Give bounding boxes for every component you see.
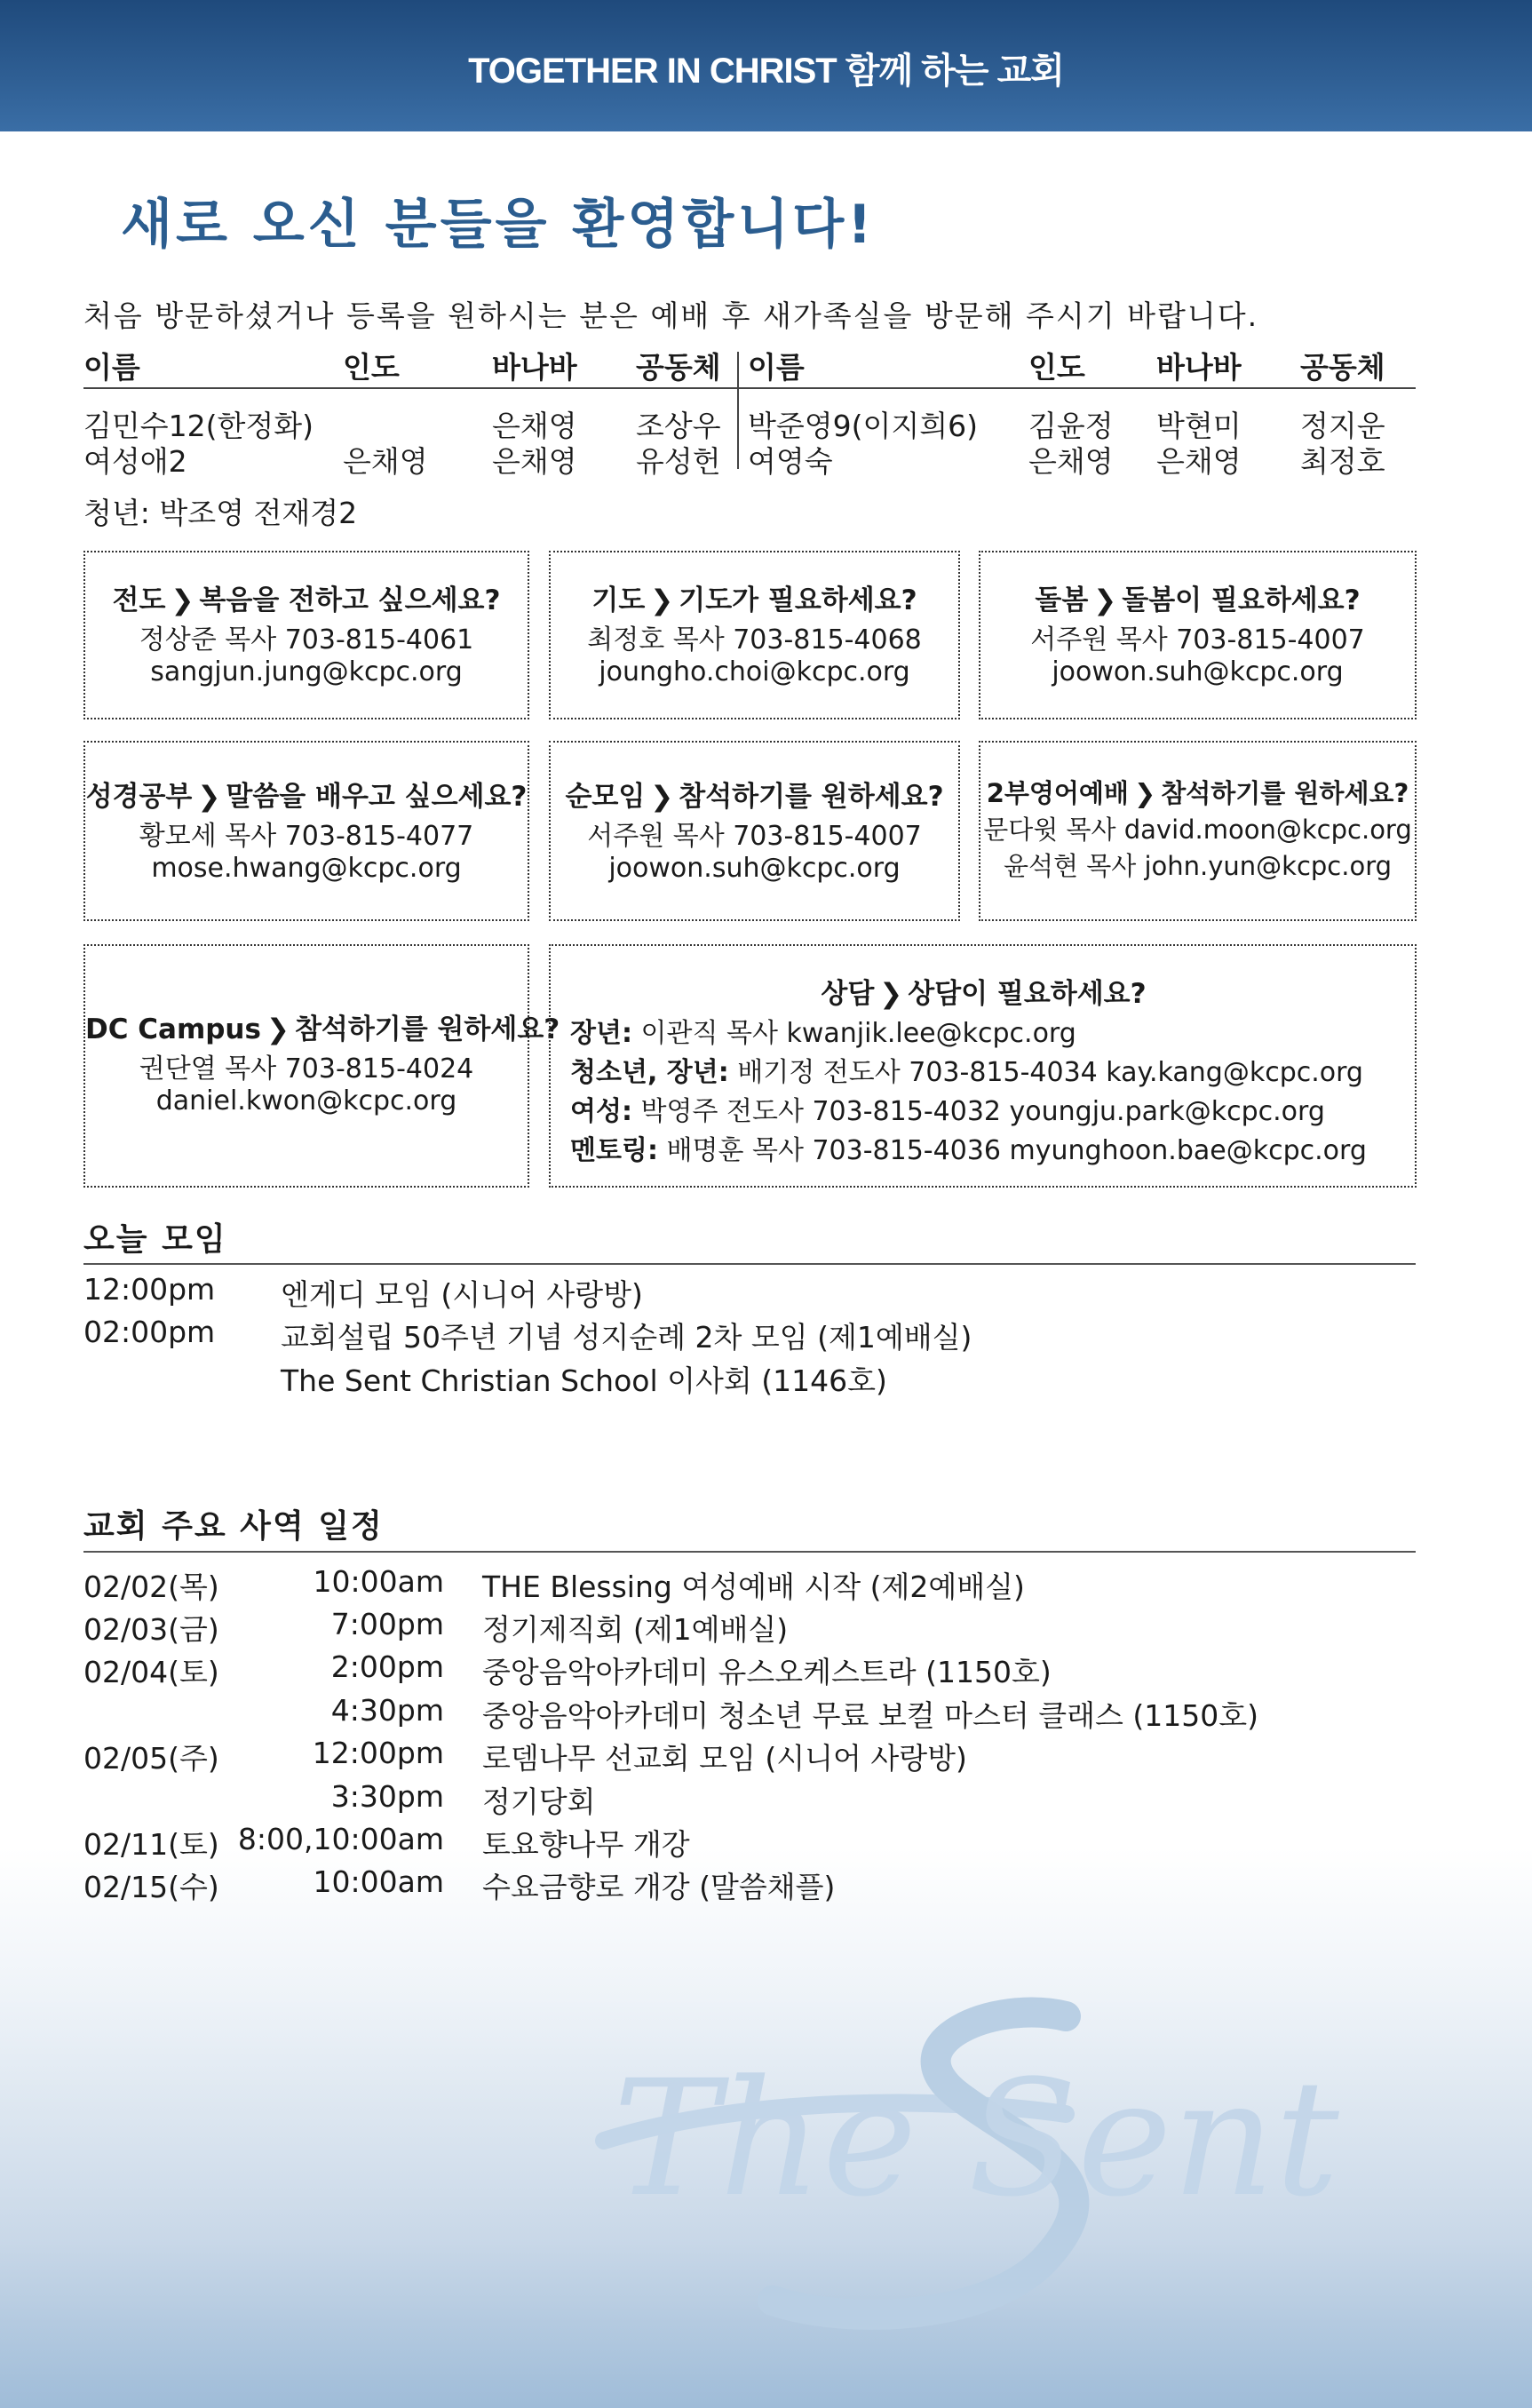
column-divider (737, 352, 739, 469)
newcomer-name: 김민수12(한정화) (83, 409, 314, 443)
box-contact: 최정호 목사 703-815-4068 (587, 624, 922, 656)
box-title: 상담 ❯ 상담이 필요하세요? (821, 978, 1147, 1010)
ministry-box-counseling (549, 944, 1417, 1188)
ministry-box-english-service (979, 741, 1417, 921)
box-title: 돌봄 ❯ 돌봄이 필요하세요? (1035, 584, 1361, 616)
newcomer-name: 여영숙 (748, 444, 833, 479)
meeting-text: 엔게디 모임 (시니어 사랑방) (281, 1277, 643, 1312)
newcomer-barnabas: 은채영 (492, 444, 577, 479)
newcomer-name: 여성애2 (83, 444, 187, 479)
welcome-intro: 처음 방문하셨거나 등록을 원하시는 분은 예배 후 새가족실을 방문해 주시기 바랍니다. (83, 298, 1259, 333)
meeting-text: 교회설립 50주년 기념 성지순례 2차 모임 (제1예배실) (281, 1320, 972, 1355)
ministry-box-prayer (549, 551, 960, 719)
box-email: mose.hwang@kcpc.org (151, 853, 462, 884)
header-barnabas-right: 바나바 (1156, 350, 1242, 385)
schedule-title: 교회 주요 사역 일정 (83, 1508, 384, 1545)
box-contact: 황모세 목사 703-815-4077 (139, 821, 474, 852)
box-email: joowon.suh@kcpc.org (608, 853, 901, 884)
meeting-time: 12:00pm (83, 1272, 216, 1307)
box-email: daniel.kwon@kcpc.org (155, 1085, 457, 1117)
newcomer-community: 정지운 (1300, 409, 1385, 443)
header-name: 이름 (83, 350, 140, 385)
newcomer-guide: 은채영 (1028, 444, 1114, 479)
header-title: TOGETHER IN CHRIST 함께 하는 교회 (468, 52, 1064, 91)
counsel-row: 여성: 박영주 전도사 703-815-4032 youngju.park@kcpc.org (570, 1096, 1325, 1127)
box-title: 기도 ❯ 기도가 필요하세요? (591, 584, 917, 616)
schedule-text: 수요금향로 개강 (말씀채플) (482, 1870, 836, 1904)
schedule-date: 02/02(목) (83, 1570, 219, 1604)
newcomer-community: 조상우 (636, 409, 721, 443)
box-contact: 정상준 목사 703-815-4061 (139, 624, 474, 656)
the-sent-logo (568, 1963, 1528, 2336)
schedule-time: 2:00pm (330, 1649, 444, 1684)
box-email: sangjun.jung@kcpc.org (150, 656, 463, 687)
box-title: 2부영어예배 ❯ 참석하기를 원하세요? (986, 778, 1409, 808)
schedule-date: 02/05(주) (83, 1741, 219, 1776)
schedule-date: 02/15(수) (83, 1870, 219, 1904)
box-contact: 서주원 목사 703-815-4007 (587, 821, 922, 852)
box-email: joowon.suh@kcpc.org (1052, 656, 1344, 687)
schedule-text: 중앙음악아카데미 유스오케스트라 (1150호) (482, 1655, 1052, 1689)
counsel-row: 멘토링: 배명훈 목사 703-815-4036 myunghoon.bae@kcpc.org (570, 1135, 1367, 1166)
header-barnabas: 바나바 (492, 350, 577, 385)
box-contact: 윤석현 목사 john.yun@kcpc.org (1003, 851, 1393, 881)
header-banner (0, 0, 1532, 131)
ministry-box-bible-study (83, 741, 529, 921)
box-title: 순모임 ❯ 참석하기를 원하세요? (565, 781, 944, 813)
schedule-text: 정기당회 (482, 1784, 596, 1819)
header-divider (83, 387, 1416, 389)
box-contact: 서주원 목사 703-815-4007 (1030, 624, 1365, 656)
box-contact: 문다윗 목사 david.moon@kcpc.org (983, 815, 1412, 845)
newcomer-barnabas: 박현미 (1156, 409, 1242, 443)
counsel-row: 청소년, 장년: 배기정 전도사 703-815-4034 kay.kang@kcpc.org (570, 1057, 1363, 1088)
youth-newcomers: 청년: 박조영 전재경2 (83, 496, 358, 530)
box-title: 전도 ❯ 복음을 전하고 싶으세요? (112, 584, 501, 616)
newcomer-name: 박준영9(이지희6) (748, 409, 979, 443)
meeting-time: 02:00pm (83, 1315, 216, 1349)
header-community: 공동체 (636, 350, 721, 385)
newcomers-table (83, 345, 1416, 487)
newcomer-guide: 김윤정 (1028, 409, 1114, 443)
box-contact: 권단열 목사 703-815-4024 (139, 1053, 474, 1085)
today-title: 오늘 모임 (83, 1221, 227, 1258)
schedule-text: 로뎀나무 선교회 모임 (시니어 사랑방) (482, 1741, 967, 1776)
logo-text: The Sent (613, 2046, 1339, 2232)
box-title: DC Campus ❯ 참석하기를 원하세요? (85, 1013, 560, 1045)
schedule-time: 3:30pm (330, 1779, 444, 1814)
schedule-time: 10:00am (313, 1564, 444, 1599)
newcomer-guide: 은채영 (343, 444, 428, 479)
today-divider (83, 1263, 1416, 1265)
box-title: 성경공부 ❯ 말씀을 배우고 싶으세요? (85, 781, 528, 813)
header-guide: 인도 (343, 350, 400, 385)
schedule-text: THE Blessing 여성예배 시작 (제2예배실) (482, 1570, 1025, 1604)
schedule-divider (83, 1551, 1416, 1553)
schedule-time: 10:00am (313, 1864, 444, 1899)
schedule-time: 12:00pm (312, 1736, 444, 1770)
schedule-text: 중앙음악아카데미 청소년 무료 보컬 마스터 클래스 (1150호) (482, 1698, 1258, 1733)
schedule-time: 8:00,10:00am (237, 1822, 444, 1856)
newcomer-community: 최정호 (1300, 444, 1385, 479)
newcomer-barnabas: 은채영 (492, 409, 577, 443)
schedule-text: 토요향나무 개강 (482, 1827, 690, 1862)
box-email: joungho.choi@kcpc.org (599, 656, 910, 687)
ministry-box-evangelism (83, 551, 529, 719)
meeting-text: The Sent Christian School 이사회 (1146호) (281, 1363, 887, 1398)
ministry-box-care (979, 551, 1417, 719)
newcomer-barnabas: 은채영 (1156, 444, 1242, 479)
ministry-box-small-group (549, 741, 960, 921)
schedule-time: 4:30pm (330, 1693, 444, 1728)
welcome-title: 새로 오신 분들을 환영합니다! (121, 194, 876, 256)
counsel-row: 장년: 이관직 목사 kwanjik.lee@kcpc.org (570, 1018, 1076, 1049)
ministry-box-dc-campus (83, 944, 560, 1188)
header-guide-right: 인도 (1028, 350, 1085, 385)
header-community-right: 공동체 (1300, 350, 1385, 385)
header-name-right: 이름 (748, 350, 805, 385)
schedule-date: 02/11(토) (83, 1827, 219, 1862)
schedule-date: 02/03(금) (83, 1612, 219, 1647)
schedule-time: 7:00pm (330, 1607, 444, 1641)
schedule-text: 정기제직회 (제1예배실) (482, 1612, 789, 1647)
newcomer-community: 유성헌 (636, 444, 721, 479)
schedule-date: 02/04(토) (83, 1655, 219, 1689)
